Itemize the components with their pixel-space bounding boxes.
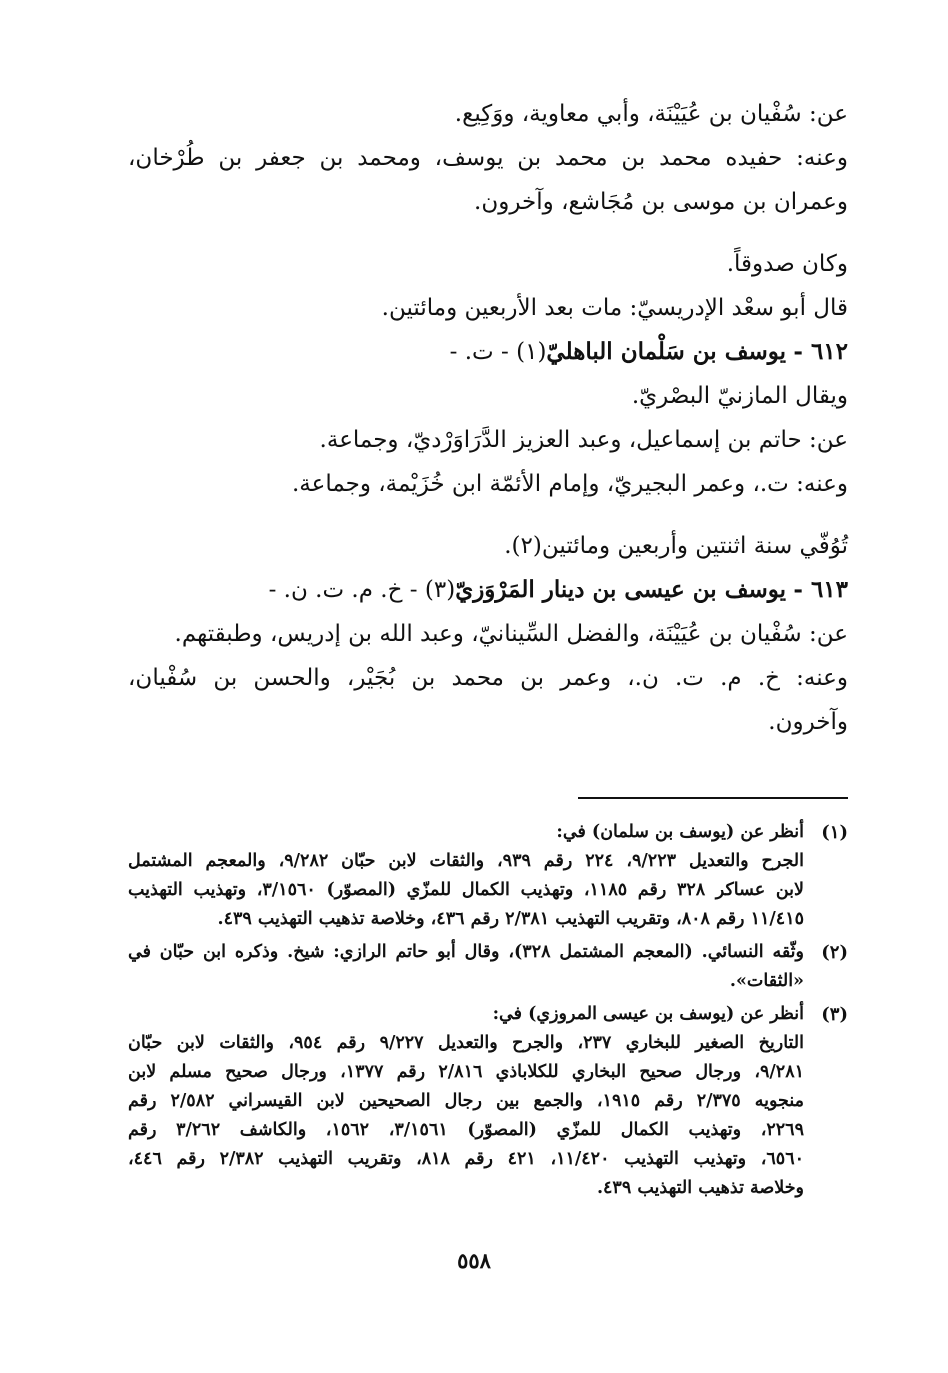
footnote-number: (٣) xyxy=(821,1004,848,1025)
entry-sigla: - خ. م. ت. ن. - xyxy=(268,577,418,603)
footnote-line: «الثقات». xyxy=(729,971,804,991)
main-text xyxy=(128,92,848,744)
entry-number: ٦١٣ - xyxy=(793,576,848,603)
text-line: وعنه: خ. م. ت. ن.، وعمر بن محمد بن بُجَيْر، والحسن بن سُفْيان، xyxy=(128,665,848,691)
footnote-number: (١) xyxy=(821,822,848,843)
footnote-line: أنظر عن (يوسف بن سلمان) في: xyxy=(556,822,804,842)
footnote-line: ٩/٢٨١، ورجال صحيح البخاري للكلاباذي ٢/٨١٦ رقم ١٣٧٧، ورجال صحيح مسلم لابن xyxy=(128,1062,804,1082)
footnote-line: الجرح والتعديل ٩/٢٢٣، ٢٢٤ رقم ٩٣٩، والثقات لابن حبّان ٩/٢٨٢، والمعجم المشتمل xyxy=(128,851,805,871)
footnote-line: وثّقه النسائي. (المعجم المشتمل ٣٢٨)، وقال أبو حاتم الرازي: شيخ. وذكره ابن حبّان في xyxy=(128,942,805,962)
footnote-line: التاريخ الصغير للبخاري ٢٣٧، والجرح والتعديل ٩/٢٢٧ رقم ٩٥٤، والثقات لابن حبّان xyxy=(128,1033,805,1053)
text-line: وآخرون. xyxy=(768,709,848,735)
text-line: وعمران بن موسى بن مُجَاشع، وآخرون. xyxy=(474,189,848,215)
text-line: وعنه: حفيده محمد بن محمد بن يوسف، ومحمد بن جعفر بن طُرْخان، xyxy=(128,145,848,171)
entry-heading-612 xyxy=(128,330,848,374)
entry-name: يوسف بن سَلْمان الباهليّ xyxy=(546,338,787,365)
text-line: ويقال المازنيّ البصْريّ. xyxy=(631,383,848,409)
footnote-line: ١١/٤١٥ رقم ٨٠٨، وتقريب التهذيب ٢/٣٨١ رقم ٤٣٦، وخلاصة تذهيب التهذيب ٤٣٩. xyxy=(217,909,804,929)
footnote-ref: (١) xyxy=(516,339,547,365)
footnote-line: ٢٢٦٩، وتهذيب الكمال للمزّي (المصوّر) ٣/١٥٦١، ١٥٦٢، والكاشف ٣/٢٦٢ رقم xyxy=(128,1120,804,1140)
entry-name: يوسف بن عيسى بن دينار المَرْوَزيّ xyxy=(455,576,787,603)
text-line: قال أبو سعْد الإدريسيّ: مات بعد الأربعين ومائتين. xyxy=(381,295,848,321)
text-line: تُوُفّي سنة اثنتين وأربعين ومائتين(٢). xyxy=(504,533,848,559)
footnote xyxy=(128,938,848,996)
text-line: وكان صدوقاً. xyxy=(726,251,848,277)
spacer xyxy=(128,224,848,242)
footnote-body xyxy=(128,938,804,996)
page-number: ٥٥٨ xyxy=(457,1248,491,1273)
footnote-number: (٢) xyxy=(821,942,848,963)
footnotes xyxy=(128,818,848,1207)
footnote-line: أنظر عن (يوسف بن عيسى المروزي) في: xyxy=(492,1004,804,1024)
entry-sigla: - ت. - xyxy=(449,339,509,365)
text-line: عن: سُفْيان بن عُيَيْنَة، وأبي معاوية، ووَكِيع. xyxy=(454,101,848,127)
footnote xyxy=(128,1000,848,1203)
spacer xyxy=(128,506,848,524)
text-line: عن: سُفْيان بن عُيَيْنَة، والفضل السِّينانيّ، وعبد الله بن إدريس، وطبقتهم. xyxy=(174,621,848,647)
footnote xyxy=(128,818,848,934)
footnote-line: منجويه ٢/٣٧٥ رقم ١٩١٥، والجمع بين رجال الصحيحين لابن القيسراني ٢/٥٨٢ رقم xyxy=(128,1091,804,1111)
footnote-separator xyxy=(578,797,848,799)
footnote-line: وخلاصة تذهيب التهذيب ٤٣٩. xyxy=(596,1178,804,1198)
footnote-line: ٦٥٦٠، وتهذيب التهذيب ١١/٤٢٠، ٤٢١ رقم ٨١٨، وتقريب التهذيب ٢/٣٨٢ رقم ٤٤٦، xyxy=(128,1149,804,1169)
footnote-body xyxy=(128,1000,804,1203)
entry-number: ٦١٢ - xyxy=(793,338,848,365)
entry-heading-613 xyxy=(128,568,848,612)
text-line: وعنه: ت.، وعمر البجيريّ، وإمام الأئمّة ابن خُزَيْمة، وجماعة. xyxy=(291,471,848,497)
footnote-ref: (٣) xyxy=(424,577,456,603)
text-line: عن: حاتم بن إسماعيل، وعبد العزيز الدَّرَاوَرْديّ، وجماعة. xyxy=(319,427,848,453)
footnote-line: لابن عساكر ٣٢٨ رقم ١١٨٥، وتهذيب الكمال للمزّي (المصوّر) ٣/١٥٦٠، وتهذيب التهذيب xyxy=(128,880,805,900)
footnote-body xyxy=(128,818,804,934)
